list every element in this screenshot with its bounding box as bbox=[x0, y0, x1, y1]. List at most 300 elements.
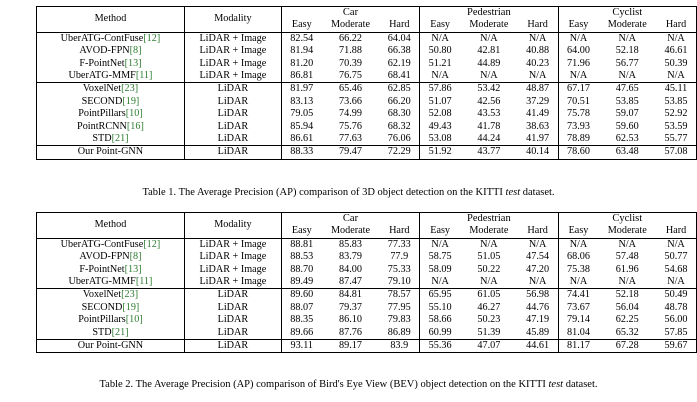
cell-value: 51.05 bbox=[477, 251, 501, 263]
caption-text: Table 1. The Average Precision (AP) comparison of 3D object detection on the KITTI bbox=[142, 187, 506, 198]
citation-link[interactable]: [8] bbox=[129, 251, 142, 263]
cell-value: 83.9 bbox=[379, 339, 419, 352]
cell-value: 67.17 bbox=[558, 83, 598, 96]
cell-value: 62.85 bbox=[379, 83, 419, 96]
cell-value: N/A bbox=[656, 32, 696, 45]
cell-method bbox=[37, 327, 185, 340]
cell-modality: LiDAR + Image bbox=[184, 251, 281, 263]
cell-value: 75.76 bbox=[339, 120, 362, 132]
cell-value: 62.53 bbox=[615, 133, 639, 144]
method-name: UberATG-MMF bbox=[68, 276, 136, 288]
header-sub-easy: Easy bbox=[558, 19, 598, 32]
cell-value: 81.20 bbox=[281, 58, 321, 70]
cell-modality: LiDAR bbox=[184, 108, 281, 120]
cell-value: 45.11 bbox=[656, 83, 696, 96]
citation-link[interactable]: [16] bbox=[126, 120, 144, 132]
cell-modality: LiDAR bbox=[184, 314, 281, 326]
cell-value: 40.88 bbox=[526, 45, 550, 57]
cell-value: 53.59 bbox=[656, 121, 696, 133]
citation-link[interactable]: [23] bbox=[121, 289, 139, 301]
cell-modality: LiDAR bbox=[184, 146, 281, 159]
cell-method bbox=[37, 83, 185, 96]
method-name: SECOND bbox=[81, 301, 123, 313]
cell-value: 44.61 bbox=[518, 339, 558, 352]
cell-method bbox=[37, 146, 185, 159]
method-name: STD bbox=[92, 326, 112, 338]
cell-value: 43.53 bbox=[477, 108, 501, 120]
header-sub-easy: Easy bbox=[281, 225, 321, 238]
cell-value: 43.77 bbox=[460, 146, 518, 159]
cell-value: 89.49 bbox=[281, 276, 321, 289]
table-row bbox=[37, 83, 697, 96]
cell-value: 93.11 bbox=[281, 339, 321, 352]
cell-value: 61.96 bbox=[615, 263, 639, 275]
cell-value: 77.95 bbox=[387, 301, 411, 313]
cell-value: 86.81 bbox=[281, 70, 321, 83]
cell-value: 81.04 bbox=[558, 327, 598, 340]
cell-value: 65.32 bbox=[615, 326, 639, 338]
table-row bbox=[37, 289, 697, 302]
method-name: UberATG-ContFuse bbox=[60, 32, 144, 44]
cell-value: 77.9 bbox=[390, 251, 409, 263]
citation-link[interactable]: [19] bbox=[122, 301, 140, 313]
cell-value: 79.05 bbox=[281, 108, 321, 120]
cell-value: 41.49 bbox=[526, 108, 550, 120]
header-sub-moderate: Moderate bbox=[460, 225, 518, 238]
cell-value: 52.18 bbox=[598, 289, 656, 302]
table-row bbox=[37, 327, 697, 340]
cell-value: 83.79 bbox=[339, 251, 362, 263]
cell-modality: LiDAR + Image bbox=[184, 238, 281, 251]
cell-value: 66.22 bbox=[339, 32, 362, 44]
cell-value: 47.07 bbox=[460, 339, 518, 352]
cell-value: 57.08 bbox=[656, 146, 696, 159]
cell-value: 49.43 bbox=[420, 121, 460, 133]
cell-method bbox=[37, 45, 185, 57]
method-name: PointPillars bbox=[78, 314, 126, 326]
cell-value: N/A bbox=[656, 238, 696, 251]
cell-value: 53.08 bbox=[420, 133, 460, 146]
cell-value: 46.61 bbox=[656, 45, 696, 57]
header-sub-hard: Hard bbox=[656, 225, 696, 238]
cell-value: 86.10 bbox=[339, 314, 362, 326]
cell-modality: LiDAR + Image bbox=[184, 264, 281, 276]
cell-value: 41.78 bbox=[477, 120, 501, 132]
method-name: Our Point-GNN bbox=[77, 340, 144, 351]
caption-text-end: dataset. bbox=[563, 379, 598, 390]
citation-link[interactable]: [10] bbox=[125, 314, 143, 326]
citation-link[interactable]: [21] bbox=[111, 133, 129, 144]
cell-value: 67.28 bbox=[598, 339, 656, 352]
cell-value: 38.63 bbox=[526, 120, 550, 132]
header-sub-hard: Hard bbox=[379, 225, 419, 238]
method-name: VoxelNet bbox=[82, 83, 122, 95]
cell-value: 52.92 bbox=[656, 108, 696, 120]
citation-link[interactable]: [12] bbox=[143, 238, 161, 250]
cell-value: 48.87 bbox=[518, 83, 558, 96]
cell-value: N/A bbox=[528, 238, 547, 250]
cell-value: 88.33 bbox=[281, 146, 321, 159]
cell-value: 77.63 bbox=[339, 133, 362, 144]
citation-link[interactable]: [13] bbox=[124, 57, 142, 69]
cell-value: 42.56 bbox=[477, 95, 501, 107]
cell-value: 51.07 bbox=[420, 96, 460, 108]
cell-value: N/A bbox=[656, 276, 696, 289]
cell-value: 47.19 bbox=[526, 314, 550, 326]
cell-modality: LiDAR + Image bbox=[184, 276, 281, 289]
cell-value: N/A bbox=[420, 32, 460, 45]
cell-value: 56.77 bbox=[615, 57, 639, 69]
cell-value: N/A bbox=[480, 238, 498, 250]
citation-link[interactable]: [12] bbox=[143, 32, 161, 44]
cell-value: 50.39 bbox=[656, 58, 696, 70]
cell-value: 47.54 bbox=[526, 251, 550, 263]
cell-value: 42.81 bbox=[477, 45, 501, 57]
cell-value: 54.68 bbox=[656, 264, 696, 276]
cell-method bbox=[37, 251, 185, 263]
caption-text-end: dataset. bbox=[520, 187, 555, 198]
cell-value: 51.39 bbox=[477, 326, 501, 338]
cell-value: 58.09 bbox=[420, 264, 460, 276]
cell-value: 63.48 bbox=[598, 146, 656, 159]
cell-value: N/A bbox=[420, 238, 460, 251]
cell-value: N/A bbox=[528, 276, 547, 288]
cell-value: 52.08 bbox=[420, 108, 460, 120]
cell-modality: LiDAR + Image bbox=[184, 70, 281, 83]
cell-modality: LiDAR bbox=[184, 133, 281, 146]
cell-value: 50.77 bbox=[656, 251, 696, 263]
table-row bbox=[37, 108, 697, 120]
citation-link[interactable]: [11] bbox=[135, 70, 153, 82]
header-sub-hard: Hard bbox=[379, 19, 419, 32]
table-row bbox=[37, 45, 697, 57]
cell-value: 51.21 bbox=[420, 58, 460, 70]
cell-value: N/A bbox=[558, 32, 598, 45]
cell-value: 81.17 bbox=[558, 339, 598, 352]
cell-method bbox=[37, 108, 185, 120]
cell-value: 48.78 bbox=[656, 302, 696, 314]
cell-value: 58.75 bbox=[420, 251, 460, 263]
cell-modality: LiDAR bbox=[184, 302, 281, 314]
cell-method bbox=[37, 264, 185, 276]
citation-link[interactable]: [23] bbox=[121, 83, 139, 95]
header-sub-moderate: Moderate bbox=[598, 19, 656, 32]
cell-value: 83.13 bbox=[281, 96, 321, 108]
cell-value: 88.07 bbox=[281, 302, 321, 314]
header-sub-moderate: Moderate bbox=[322, 225, 380, 238]
cell-value: 84.00 bbox=[339, 263, 362, 275]
cell-value: 81.94 bbox=[281, 45, 321, 57]
cell-value: 89.60 bbox=[281, 289, 321, 302]
table-1-caption bbox=[0, 187, 697, 198]
header-sub-easy: Easy bbox=[558, 225, 598, 238]
header-group-pedestrian: Pedestrian bbox=[420, 7, 558, 20]
cell-value: 79.47 bbox=[322, 146, 380, 159]
cell-value: 78.89 bbox=[558, 133, 598, 146]
cell-value: 55.36 bbox=[420, 339, 460, 352]
method-name: Our Point-GNN bbox=[77, 146, 144, 158]
cell-value: 77.33 bbox=[387, 238, 411, 250]
cell-value: 45.89 bbox=[526, 326, 550, 338]
header-group-pedestrian: Pedestrian bbox=[420, 213, 558, 226]
cell-modality: LiDAR + Image bbox=[184, 45, 281, 57]
cell-value: 79.14 bbox=[558, 314, 598, 326]
table-row bbox=[37, 58, 697, 70]
cell-value: N/A bbox=[480, 276, 498, 288]
cell-value: 86.61 bbox=[281, 133, 321, 146]
header-sub-easy: Easy bbox=[420, 19, 460, 32]
method-name: AVOD-FPN bbox=[79, 45, 130, 57]
cell-value: 44.89 bbox=[477, 57, 501, 69]
cell-value: N/A bbox=[480, 32, 498, 44]
cell-value: 78.57 bbox=[379, 289, 419, 302]
cell-modality: LiDAR bbox=[184, 327, 281, 340]
cell-value: N/A bbox=[618, 70, 636, 82]
cell-value: N/A bbox=[618, 32, 636, 44]
cell-value: 50.49 bbox=[656, 289, 696, 302]
cell-value: N/A bbox=[528, 70, 547, 82]
cell-modality: LiDAR bbox=[184, 96, 281, 108]
cell-value: 68.32 bbox=[387, 120, 411, 132]
cell-value: 51.92 bbox=[420, 146, 460, 159]
method-name: F-PointNet bbox=[79, 263, 125, 275]
cell-value: 53.42 bbox=[460, 83, 518, 96]
cell-value: 87.47 bbox=[339, 276, 362, 288]
cell-method bbox=[37, 70, 185, 83]
method-name: AVOD-FPN bbox=[79, 251, 130, 263]
cell-value: N/A bbox=[558, 70, 598, 83]
table-row bbox=[37, 121, 697, 133]
header-sub-hard: Hard bbox=[518, 19, 558, 32]
cell-value: 68.41 bbox=[387, 70, 411, 82]
method-name: VoxelNet bbox=[82, 289, 122, 301]
cell-value: 66.38 bbox=[387, 45, 411, 57]
cell-method bbox=[37, 58, 185, 70]
cell-value: 61.05 bbox=[460, 289, 518, 302]
cell-value: 88.35 bbox=[281, 314, 321, 326]
cell-value: 40.23 bbox=[526, 57, 550, 69]
cell-value: 76.06 bbox=[387, 133, 411, 144]
cell-value: 52.18 bbox=[615, 45, 639, 57]
cell-value: 44.76 bbox=[526, 301, 550, 313]
cell-value: 86.89 bbox=[387, 326, 411, 338]
cell-value: 62.19 bbox=[387, 57, 411, 69]
cell-method bbox=[37, 314, 185, 326]
table-row bbox=[37, 314, 697, 326]
cell-value: 72.29 bbox=[379, 146, 419, 159]
cell-modality: LiDAR bbox=[184, 289, 281, 302]
cell-value: 76.75 bbox=[339, 70, 362, 82]
table-row bbox=[37, 70, 697, 83]
cell-value: 79.10 bbox=[387, 276, 411, 288]
header-modality: Modality bbox=[184, 7, 281, 33]
method-name: STD bbox=[92, 133, 112, 144]
cell-value: 75.78 bbox=[558, 108, 598, 120]
cell-value: 71.88 bbox=[339, 45, 362, 57]
table-row bbox=[37, 96, 697, 108]
cell-value: 71.96 bbox=[558, 58, 598, 70]
method-name: F-PointNet bbox=[79, 57, 125, 69]
table-row bbox=[37, 32, 697, 45]
cell-method bbox=[37, 289, 185, 302]
method-name: SECOND bbox=[81, 95, 123, 107]
cell-value: N/A bbox=[558, 238, 598, 251]
cell-value: 81.97 bbox=[281, 83, 321, 96]
cell-value: 70.51 bbox=[558, 96, 598, 108]
cell-value: N/A bbox=[618, 276, 636, 288]
cell-value: N/A bbox=[558, 276, 598, 289]
cell-value: 64.00 bbox=[558, 45, 598, 57]
cell-modality: LiDAR bbox=[184, 83, 281, 96]
header-group-cyclist: Cyclist bbox=[558, 213, 696, 226]
citation-link[interactable]: [13] bbox=[124, 263, 142, 275]
cell-value: 88.53 bbox=[281, 251, 321, 263]
cell-value: 64.04 bbox=[387, 32, 411, 44]
citation-link[interactable]: [10] bbox=[125, 108, 143, 120]
citation-link[interactable]: [8] bbox=[129, 45, 142, 57]
caption-italic: test bbox=[548, 379, 564, 390]
cell-value: 53.85 bbox=[615, 95, 639, 107]
caption-italic: test bbox=[505, 187, 521, 198]
cell-method bbox=[37, 121, 185, 133]
citation-link[interactable]: [19] bbox=[122, 95, 140, 107]
cell-value: 74.99 bbox=[339, 108, 362, 120]
table-2-bev-detection bbox=[36, 212, 697, 353]
header-group-car: Car bbox=[281, 213, 419, 226]
cell-value: 59.07 bbox=[615, 108, 639, 120]
cell-value: 55.77 bbox=[656, 133, 696, 146]
cell-value: 70.39 bbox=[339, 57, 362, 69]
cell-value: 66.20 bbox=[387, 95, 411, 107]
cell-value: N/A bbox=[420, 70, 460, 83]
cell-value: 47.20 bbox=[526, 263, 550, 275]
cell-value: 88.81 bbox=[281, 238, 321, 251]
header-sub-hard: Hard bbox=[656, 19, 696, 32]
cell-value: 73.93 bbox=[558, 121, 598, 133]
cell-value: N/A bbox=[420, 276, 460, 289]
cell-value: 78.60 bbox=[558, 146, 598, 159]
cell-value: 58.66 bbox=[420, 314, 460, 326]
cell-value: N/A bbox=[656, 70, 696, 83]
cell-value: 57.85 bbox=[656, 327, 696, 340]
header-sub-moderate: Moderate bbox=[460, 19, 518, 32]
header-sub-easy: Easy bbox=[281, 19, 321, 32]
cell-value: N/A bbox=[528, 32, 547, 44]
table-row bbox=[37, 264, 697, 276]
header-sub-hard: Hard bbox=[518, 225, 558, 238]
cell-value: 62.25 bbox=[615, 314, 639, 326]
cell-value: 40.14 bbox=[518, 146, 558, 159]
cell-value: 89.17 bbox=[322, 339, 380, 352]
cell-value: 89.66 bbox=[281, 327, 321, 340]
cell-method bbox=[37, 96, 185, 108]
table-row bbox=[37, 276, 697, 289]
cell-value: 84.81 bbox=[322, 289, 380, 302]
cell-value: 68.06 bbox=[558, 251, 598, 263]
cell-value: 53.85 bbox=[656, 96, 696, 108]
header-sub-easy: Easy bbox=[420, 225, 460, 238]
table-2-caption bbox=[0, 379, 697, 390]
cell-modality: LiDAR + Image bbox=[184, 58, 281, 70]
header-group-car: Car bbox=[281, 7, 419, 20]
cell-value: 88.70 bbox=[281, 264, 321, 276]
cell-value: 65.95 bbox=[420, 289, 460, 302]
method-name: UberATG-MMF bbox=[68, 70, 136, 82]
cell-method bbox=[37, 238, 185, 251]
cell-value: 50.80 bbox=[420, 45, 460, 57]
header-modality: Modality bbox=[184, 213, 281, 239]
cell-value: 56.04 bbox=[615, 301, 639, 313]
cell-value: 60.99 bbox=[420, 327, 460, 340]
cell-value: 56.98 bbox=[518, 289, 558, 302]
table-row bbox=[37, 339, 697, 352]
cell-value: 57.86 bbox=[420, 83, 460, 96]
cell-method bbox=[37, 32, 185, 45]
cell-value: 50.23 bbox=[477, 314, 501, 326]
cell-value: 41.97 bbox=[526, 133, 550, 144]
cell-value: 55.10 bbox=[420, 302, 460, 314]
cell-value: 44.24 bbox=[477, 133, 501, 144]
citation-link[interactable]: [21] bbox=[111, 326, 129, 338]
table-1-3d-detection bbox=[36, 6, 697, 160]
cell-value: 50.22 bbox=[477, 263, 501, 275]
caption-text: Table 2. The Average Precision (AP) comparison of Bird's Eye View (BEV) object detection on the KITTI bbox=[99, 379, 549, 390]
cell-value: 73.67 bbox=[558, 302, 598, 314]
header-method: Method bbox=[37, 7, 185, 33]
cell-value: 46.27 bbox=[477, 301, 501, 313]
cell-value: 37.29 bbox=[526, 95, 550, 107]
table-row bbox=[37, 146, 697, 159]
cell-value: 87.76 bbox=[339, 326, 362, 338]
method-name: UberATG-ContFuse bbox=[60, 238, 144, 250]
cell-value: 73.66 bbox=[339, 95, 362, 107]
cell-value: 65.46 bbox=[322, 83, 380, 96]
cell-value: 75.33 bbox=[387, 263, 411, 275]
citation-link[interactable]: [11] bbox=[135, 276, 153, 288]
cell-method bbox=[37, 302, 185, 314]
method-name: PointRCNN bbox=[77, 120, 127, 132]
cell-value: 85.83 bbox=[339, 238, 362, 250]
table-row bbox=[37, 251, 697, 263]
table-row bbox=[37, 302, 697, 314]
cell-value: 57.48 bbox=[615, 251, 639, 263]
cell-method bbox=[37, 276, 185, 289]
cell-value: 47.65 bbox=[598, 83, 656, 96]
header-sub-moderate: Moderate bbox=[598, 225, 656, 238]
cell-value: 75.38 bbox=[558, 264, 598, 276]
cell-value: 79.37 bbox=[339, 301, 362, 313]
cell-value: 56.00 bbox=[656, 314, 696, 326]
method-name: PointPillars bbox=[78, 108, 126, 120]
cell-value: 79.83 bbox=[387, 314, 411, 326]
cell-value: 59.67 bbox=[656, 339, 696, 352]
cell-method bbox=[37, 339, 185, 352]
cell-value: 74.41 bbox=[558, 289, 598, 302]
cell-method bbox=[37, 133, 185, 146]
header-sub-moderate: Moderate bbox=[322, 19, 380, 32]
header-group-cyclist: Cyclist bbox=[558, 7, 696, 20]
cell-value: 68.30 bbox=[387, 108, 411, 120]
cell-value: N/A bbox=[480, 70, 498, 82]
table-row bbox=[37, 238, 697, 251]
cell-modality: LiDAR + Image bbox=[184, 32, 281, 45]
table-row bbox=[37, 133, 697, 146]
cell-modality: LiDAR bbox=[184, 121, 281, 133]
cell-value: 82.54 bbox=[281, 32, 321, 45]
cell-value: 59.60 bbox=[615, 120, 639, 132]
cell-value: N/A bbox=[618, 238, 636, 250]
header-method: Method bbox=[37, 213, 185, 239]
